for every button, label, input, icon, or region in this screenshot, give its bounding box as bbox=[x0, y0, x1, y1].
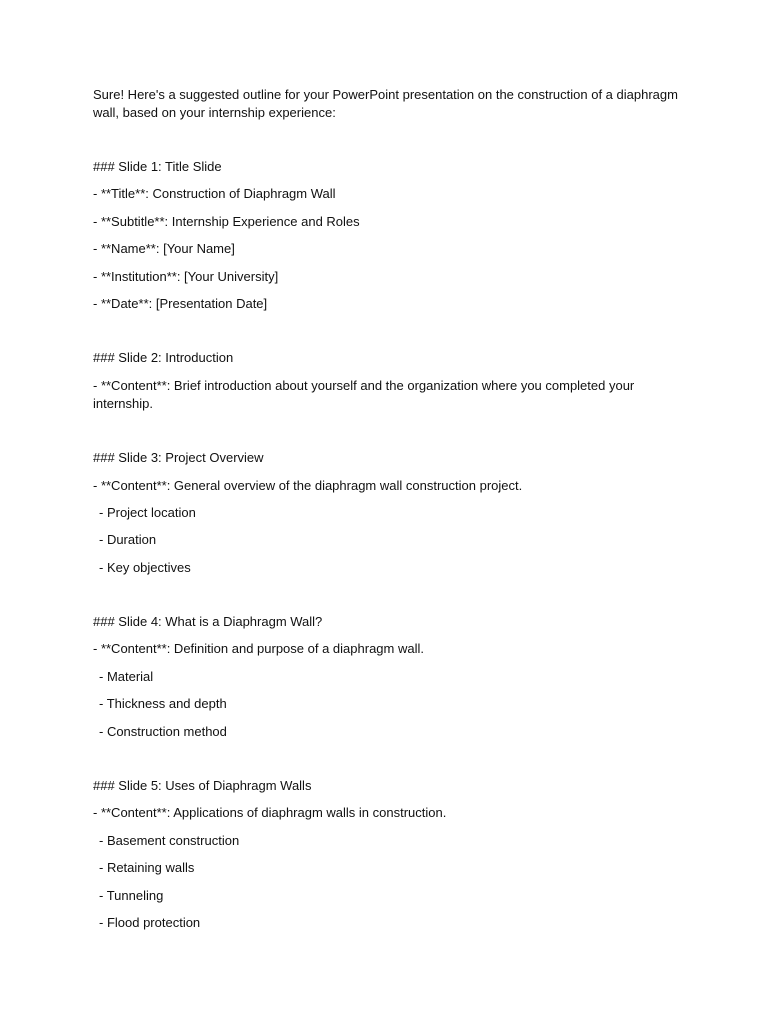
spacer bbox=[93, 422, 683, 449]
slide-1-institution-line: - **Institution**: [Your University] bbox=[93, 268, 279, 284]
slide-3-heading: ### Slide 3: Project Overview bbox=[93, 450, 264, 466]
slide-2-content-line: - **Content**: Brief introduction about yourself and the organization where you completed your internship. bbox=[93, 377, 635, 411]
slide-1-date-line: - **Date**: [Presentation Date] bbox=[93, 295, 268, 311]
slide-1-section bbox=[93, 158, 683, 313]
spacer bbox=[93, 322, 683, 349]
slide-2-section bbox=[93, 349, 683, 412]
slide-2-heading: ### Slide 2: Introduction bbox=[93, 350, 234, 366]
spacer bbox=[93, 750, 683, 777]
slide-1-name-line: - **Name**: [Your Name] bbox=[93, 241, 235, 257]
slide-5-bullet-tunneling: - Tunneling bbox=[99, 887, 164, 903]
slide-1-heading: ### Slide 1: Title Slide bbox=[93, 159, 222, 174]
document-page bbox=[93, 86, 683, 941]
slide-4-bullet-thickness: - Thickness and depth bbox=[99, 696, 227, 712]
slide-5-heading: ### Slide 5: Uses of Diaphragm Walls bbox=[93, 778, 312, 794]
slide-5-bullet-flood: - Flood protection bbox=[99, 914, 201, 930]
slide-5-section bbox=[93, 777, 683, 932]
slide-3-bullet-duration: - Duration bbox=[99, 532, 157, 548]
slide-3-bullet-objectives: - Key objectives bbox=[99, 559, 191, 575]
slide-3-content-line: - **Content**: General overview of the diaphragm wall construction project. bbox=[93, 477, 523, 493]
slide-3-bullet-location: - Project location bbox=[99, 504, 196, 520]
slide-4-heading: ### Slide 4: What is a Diaphragm Wall? bbox=[93, 614, 323, 630]
slide-5-content-line: - **Content**: Applications of diaphragm walls in construction. bbox=[93, 805, 447, 821]
slide-5-bullet-basement: - Basement construction bbox=[99, 832, 240, 848]
slide-1-subtitle-line: - **Subtitle**: Internship Experience and Roles bbox=[93, 213, 360, 229]
spacer bbox=[93, 122, 683, 158]
slide-4-content-line: - **Content**: Definition and purpose of a diaphragm wall. bbox=[93, 641, 424, 657]
slide-4-section bbox=[93, 613, 683, 741]
slide-4-bullet-material: - Material bbox=[99, 668, 154, 684]
slide-3-section bbox=[93, 449, 683, 577]
slide-5-bullet-retaining: - Retaining walls bbox=[99, 860, 195, 876]
intro-paragraph: Sure! Here's a suggested outline for your PowerPoint presentation on the construction of a diaphragm wall, based on your internship experience: bbox=[93, 87, 678, 120]
slide-1-title-line: - **Title**: Construction of Diaphragm Wall bbox=[93, 186, 336, 202]
spacer bbox=[93, 586, 683, 613]
slide-4-bullet-method: - Construction method bbox=[99, 723, 227, 739]
